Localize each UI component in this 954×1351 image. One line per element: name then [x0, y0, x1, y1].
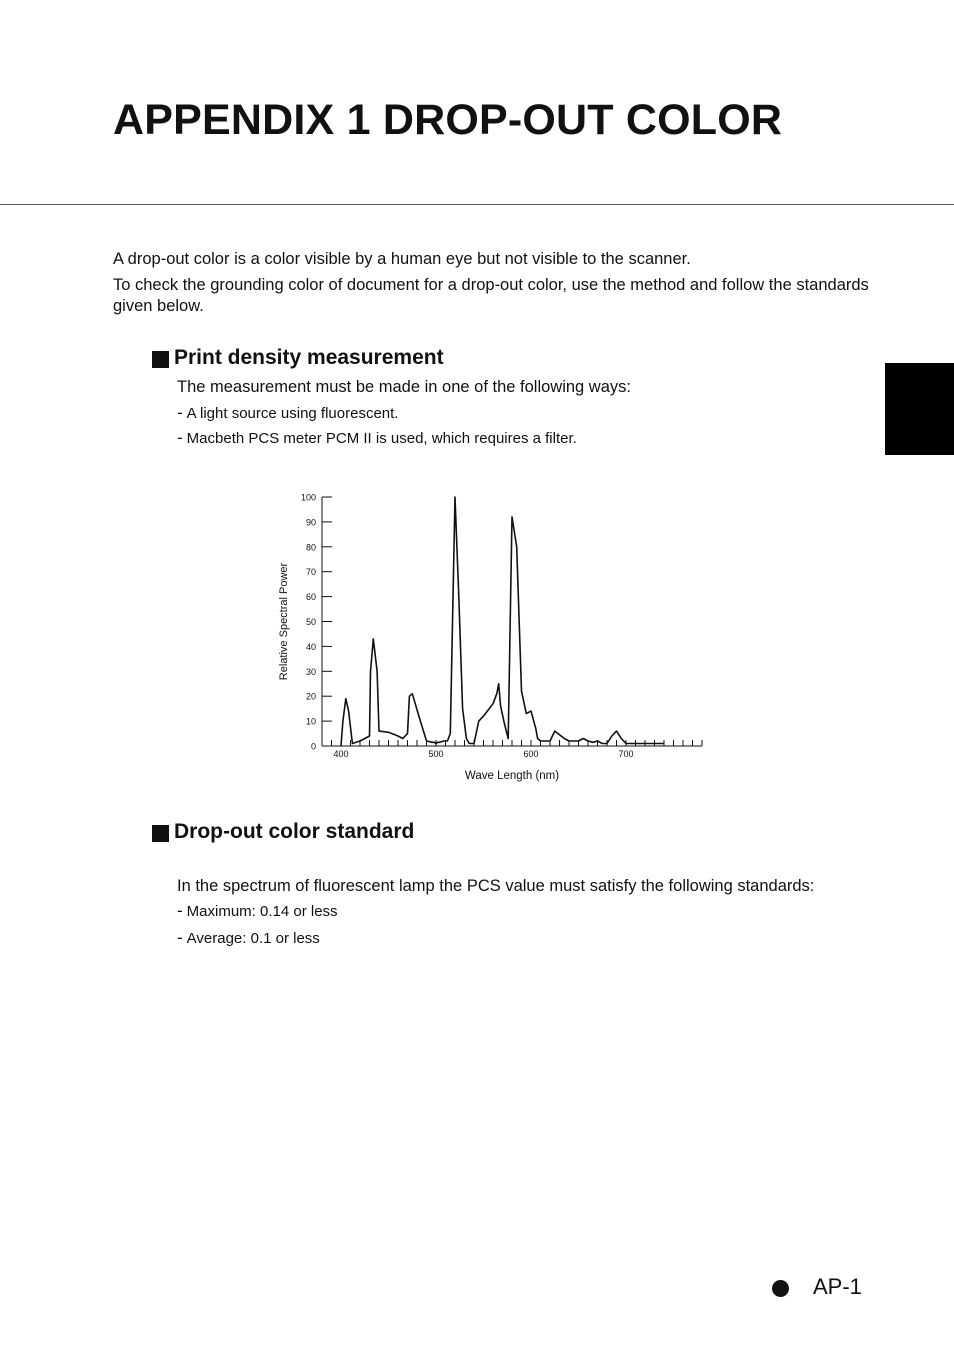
y-tick-label: 40: [305, 641, 316, 652]
header-divider: [0, 204, 954, 205]
page-number: AP-1: [813, 1274, 862, 1299]
list-item-text: Maximum: 0.14 or less: [186, 903, 338, 920]
x-tick-label: 400: [333, 749, 349, 759]
intro-paragraph-2: To check the grounding color of document for a drop-out color, use the method and follow the standards given below.: [113, 276, 869, 315]
y-tick-label: 80: [305, 542, 316, 553]
x-tick-label: 500: [428, 749, 444, 759]
page-title: APPENDIX 1 DROP-OUT COLOR: [113, 96, 783, 144]
section-heading-label: Print density measurement: [174, 346, 444, 369]
dash-bullet: -: [177, 428, 183, 447]
dash-bullet: -: [177, 901, 183, 920]
y-tick-label: 0: [310, 741, 316, 752]
bullet-dot-icon: [772, 1280, 789, 1297]
section-text: In the spectrum of fluorescent lamp the PCS value must satisfy the following standards:: [177, 877, 815, 895]
y-axis-label: Relative Spectral Power: [278, 562, 290, 681]
x-axis-label: Wave Length (nm): [464, 770, 560, 782]
y-tick-label: 20: [305, 691, 316, 702]
list-item-text: A light source using fluorescent.: [186, 405, 399, 422]
y-tick-label: 50: [305, 617, 316, 627]
section-heading-drop-out-standard: [152, 820, 414, 844]
list-item: [177, 901, 338, 922]
intro-paragraph-1: A drop-out color is a color visible by a human eye but not visible to the scanner.: [113, 250, 691, 268]
dash-bullet: -: [177, 928, 183, 947]
spectral-power-chart: [270, 480, 720, 790]
y-tick-label: 70: [305, 567, 316, 578]
section-heading-print-density: [152, 346, 444, 370]
y-tick-label: 100: [300, 492, 316, 503]
section-heading-label: Drop-out color standard: [174, 820, 415, 843]
square-bullet-icon: [152, 351, 169, 368]
square-bullet-icon: [152, 825, 169, 842]
list-item: [177, 428, 577, 449]
y-tick-label: 30: [305, 666, 316, 677]
list-item-text: Macbeth PCS meter PCM II is used, which requires a filter.: [186, 430, 577, 447]
list-item: [177, 928, 320, 949]
y-tick-label: 90: [305, 517, 316, 528]
y-axis-ticks: [301, 493, 332, 752]
y-tick-label: 60: [305, 592, 316, 603]
list-item: [177, 403, 398, 424]
list-item-text: Average: 0.1 or less: [186, 930, 320, 947]
y-tick-label: 10: [305, 716, 316, 727]
dash-bullet: -: [177, 403, 183, 422]
section-text: The measurement must be made in one of the following ways:: [177, 378, 631, 396]
x-tick-label: 600: [523, 749, 539, 759]
section-tab-marker: [885, 363, 954, 455]
x-tick-label: 700: [618, 749, 634, 759]
series-line: [341, 497, 664, 746]
